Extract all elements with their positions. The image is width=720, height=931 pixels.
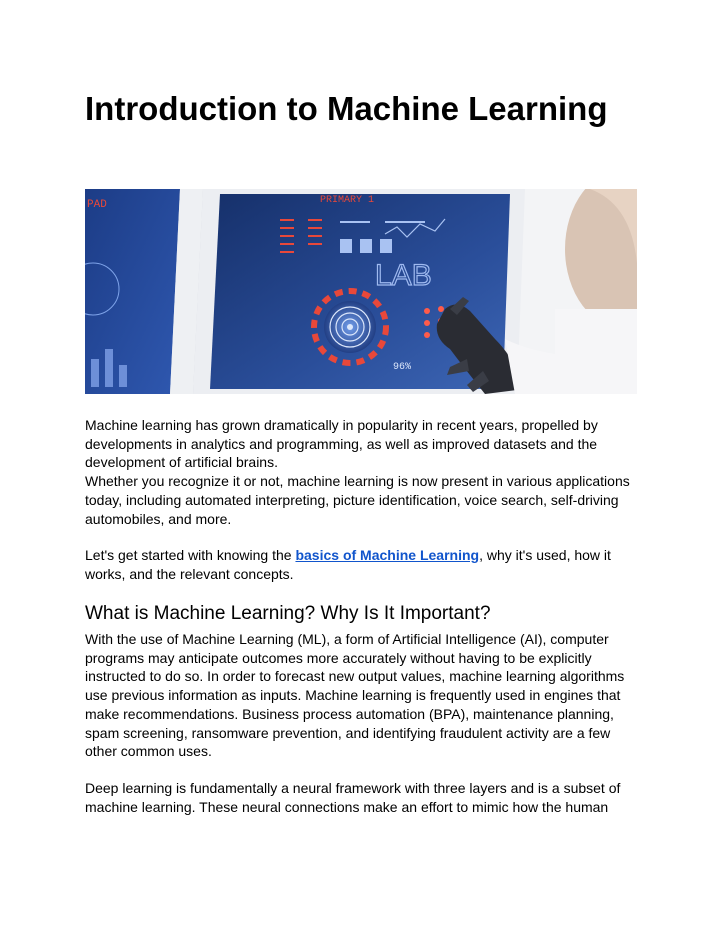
intro-paragraph [85,416,641,528]
section-paragraph-1-text: With the use of Machine Learning (ML), a form of Artificial Intelligence (AI), computer programs may anticipate outcomes more accurately without having to be explicitly instructed to do so. In order to forecast new output values, machine learning algorithms use previous information as inputs. Machine learning is frequently used in engines that make recommendations. Business process automation (BPA), maintenance planning, spam screening, ransomware prevention, and identifying fraudulent activity are a few other common uses. [85,631,625,760]
intro-line-2: Whether you recognize it or not, machine learning is now present in various applications today, including automated interpreting, picture identification, voice search, self-driving automobiles, and more. [85,473,630,527]
section-paragraph-1 [85,630,641,761]
start-text-after: , why it's used, how it works, and the relevant concepts. [85,547,611,582]
hero-lab-label: LAB [375,259,432,292]
page-title: Introduction to Machine Learning [85,90,608,127]
hero-pad-label: PAD [87,199,107,211]
basics-ml-link[interactable]: basics of Machine Learning [295,547,480,563]
section-paragraph-2 [85,779,641,816]
hero-image [85,189,637,394]
intro-line-1: Machine learning has grown dramatically in popularity in recent years, propelled by developments in analytics and programming, as well as improved datasets and the development of artificial brains. [85,417,598,471]
hero-percent-label: 96% [393,362,412,373]
start-text-before: Let's get started with knowing the [85,547,296,563]
getting-started-paragraph [85,546,641,583]
hero-screen-title: PRIMARY 1 [320,195,375,206]
section-paragraph-2-text: Deep learning is fundamentally a neural framework with three layers and is a subset of machine learning. These neural connections make an effort to mimic how the human [85,780,621,815]
section-heading: What is Machine Learning? Why Is It Important? [85,603,491,624]
